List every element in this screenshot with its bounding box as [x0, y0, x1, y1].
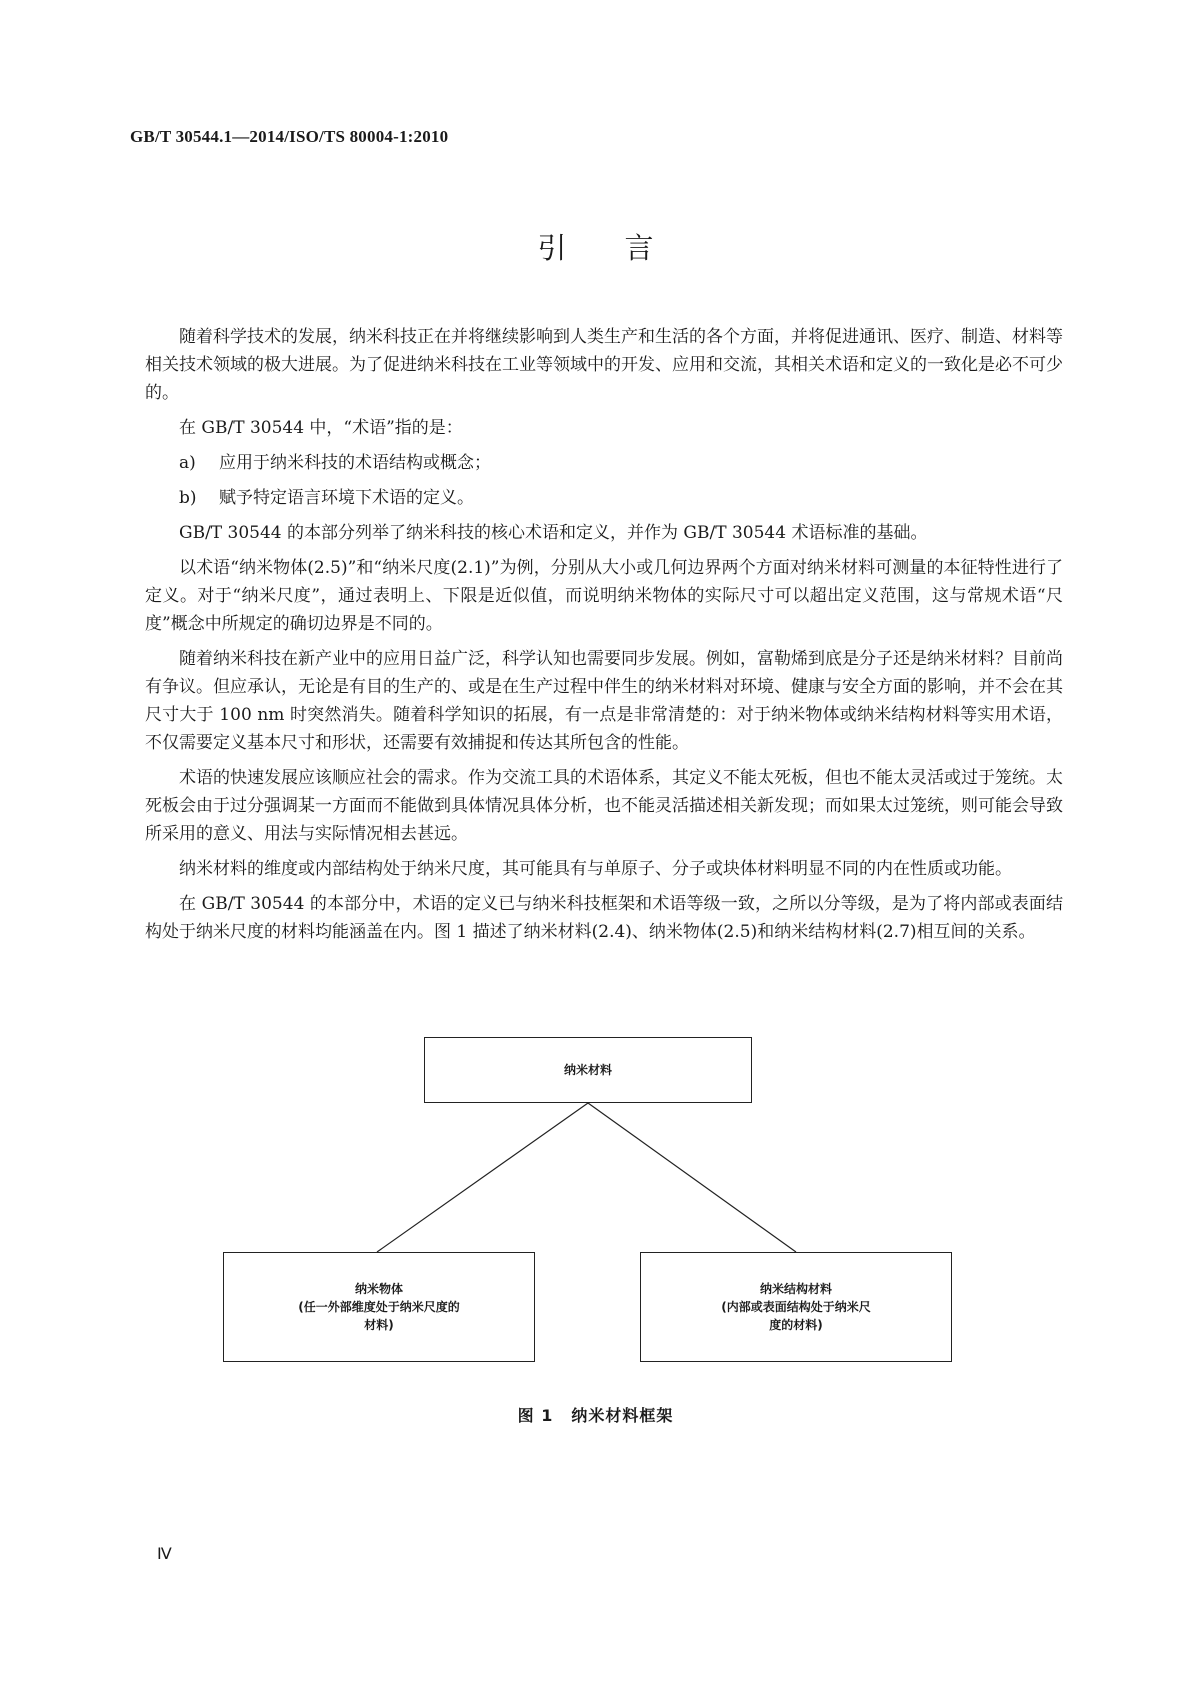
list-item-text: 赋予特定语言环境下术语的定义。: [219, 488, 474, 508]
figure-title: 纳米材料框架: [571, 1406, 674, 1425]
box-nano-object: [223, 1252, 535, 1362]
list-marker: a): [179, 453, 196, 473]
paragraph: 随着纳米科技在新产业中的应用日益广泛，科学认知也需要同步发展。例如，富勒烯到底是分子还是纳米材料？目前尚有争议。但应承认，无论是有目的生产的、或是在生产过程中伴生的纳米材料对环境、健康与安全方面的影响，并不会在其尺寸大于 100 nm 时突然消失。随着科学知识的拓展，有一点是非常清楚的：对于纳米物体或纳米结构材料等实用术语，不仅需要定义基本尺寸和形状，还需要有效捕捉和传达其所包含的性能。: [145, 649, 1063, 753]
box-desc: 度的材料): [769, 1318, 823, 1332]
list-marker: b): [179, 488, 197, 508]
page-title: 引言: [537, 231, 712, 265]
paragraph: GB/T 30544 的本部分列举了纳米科技的核心术语和定义，并作为 GB/T 30544 术语标准的基础。: [179, 523, 928, 543]
list-item-text: 应用于纳米科技的术语结构或概念；: [219, 453, 491, 473]
box-desc: (内部或表面结构处于纳米尺: [721, 1300, 871, 1314]
paragraph: 在 GB/T 30544 中，“术语”指的是：: [179, 418, 463, 438]
paragraph: 术语的快速发展应该顺应社会的需求。作为交流工具的术语体系，其定义不能太死板，但也不能太灵活或过于笼统。太死板会由于过分强调某一方面而不能做到具体情况具体分析，也不能灵活描述相关新发现；而如果太过笼统，则可能会导致所采用的意义、用法与实际情况相去甚远。: [145, 768, 1063, 844]
box-label: 纳米材料: [563, 1063, 612, 1077]
paragraph: 随着科学技术的发展，纳米科技正在并将继续影响到人类生产和生活的各个方面，并将促进通讯、医疗、制造、材料等相关技术领域的极大进展。为了促进纳米科技在工业等领域中的开发、应用和交流，其相关术语和定义的一致化是必不可少的。: [145, 327, 1063, 403]
paragraph: 以术语“纳米物体(2.5)”和“纳米尺度(2.1)”为例，分别从大小或几何边界两个方面对纳米材料可测量的本征特性进行了定义。对于“纳米尺度”，通过表明上、下限是近似值，而说明纳米物体的实际尺寸可以超出定义范围，这与常规术语“尺度”概念中所规定的确切边界是不同的。: [145, 558, 1063, 634]
box-nanomaterial: [424, 1037, 752, 1103]
box-desc: 材料): [364, 1318, 394, 1332]
figure-caption: [0, 1403, 1191, 1426]
connector-line-left: [377, 1103, 588, 1252]
box-label: 纳米物体: [354, 1282, 403, 1296]
list-item: [145, 484, 1063, 512]
figure-number: 图 1: [517, 1406, 554, 1425]
connector-line-right: [588, 1103, 796, 1252]
box-label: 纳米结构材料: [759, 1282, 832, 1296]
body-text: [145, 323, 1063, 953]
list-item: [145, 449, 1063, 477]
box-nanostructured-material: [640, 1252, 952, 1362]
paragraph: 纳米材料的维度或内部结构处于纳米尺度，其可能具有与单原子、分子或块体材料明显不同的内在性质或功能。: [179, 859, 1012, 879]
paragraph: 在 GB/T 30544 的本部分中，术语的定义已与纳米科技框架和术语等级一致，之所以分等级，是为了将内部或表面结构处于纳米尺度的材料均能涵盖在内。图 1 描述了纳米材料(2.4)、纳米物体(2.5)和纳米结构材料(2.7)相互间的关系。: [145, 894, 1063, 942]
page-number: Ⅳ: [157, 1546, 172, 1563]
box-desc: (任一外部维度处于纳米尺度的: [298, 1300, 460, 1314]
document-code: GB/T 30544.1—2014/ISO/TS 80004-1:2010: [130, 127, 449, 146]
